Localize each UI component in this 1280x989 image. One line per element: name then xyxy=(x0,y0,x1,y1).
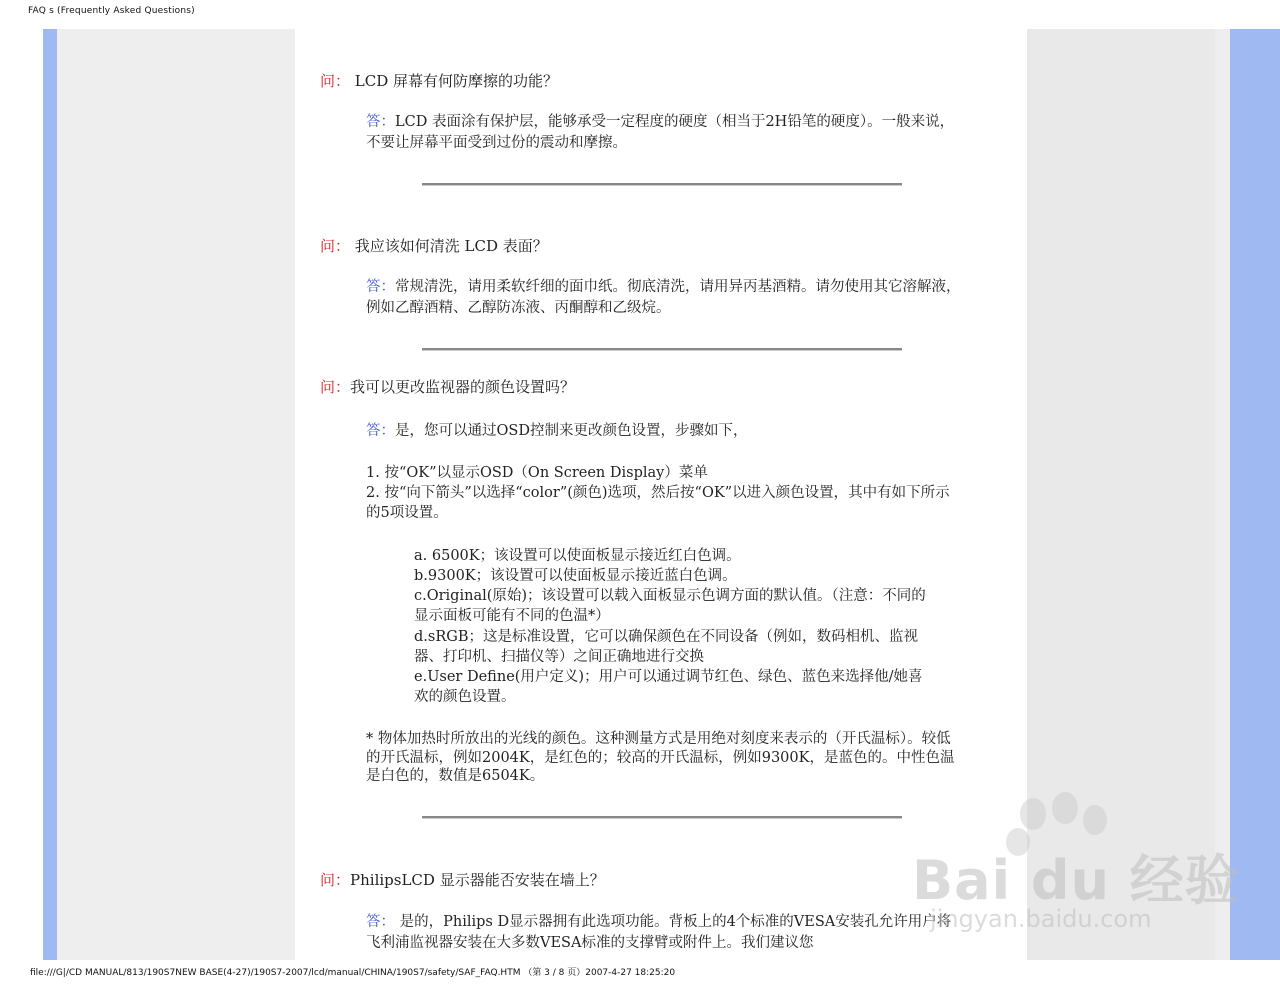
question-1 xyxy=(320,70,558,91)
answer-text: LCD 表面涂有保护层，能够承受一定程度的硬度（相当于2H铅笔的硬度）。一般来说，不要让屏幕平面受到过份的震动和摩擦。 xyxy=(366,114,955,151)
answer-2 xyxy=(366,277,961,318)
answer-label: 答： xyxy=(366,914,395,930)
question-text: LCD 屏幕有何防摩擦的功能？ xyxy=(350,72,559,90)
page-header: FAQ s (Frequently Asked Questions) xyxy=(28,6,195,16)
question-text: PhilipsLCD 显示器能否安装在墙上？ xyxy=(350,871,605,889)
answer-text: 是的，Philips D显示器拥有此选项功能。背板上的4个标准的VESA安装孔允许用户将飞利浦监视器安装在大多数VESA标准的支撑臂或附件上。我们建议您 xyxy=(366,914,952,951)
answer-3 xyxy=(366,421,961,442)
page-footer: file:///G|/CD MANUAL/813/190S7NEW BASE(4-27)/190S7-2007/lcd/manual/CHINA/190S7/safety/SAF_FAQ.HTM （第 3 / 8 页）2007-4-27 18:25:20 xyxy=(30,968,676,978)
option-d: d.sRGB；这是标准设置，它可以确保颜色在不同设备（例如，数码相机、监视器、打印机、扫描仪等）之间正确地进行交换 xyxy=(414,629,918,666)
answer-label: 答： xyxy=(366,279,395,295)
watermark-brand: Bai du 经验 xyxy=(912,849,1240,912)
question-2 xyxy=(320,235,548,256)
step-2: 2. 按“向下箭头”以选择“color”(颜色)选项，然后按“OK”以进入颜色设置，其中有如下所示的5项设置。 xyxy=(366,485,950,522)
watermark-paw-toe xyxy=(1020,798,1046,830)
option-b: b.9300K；该设置可以使面板显示接近蓝白色调。 xyxy=(414,568,737,584)
question-text: 我可以更改监视器的颜色设置吗？ xyxy=(350,378,576,396)
question-3 xyxy=(320,376,575,397)
option-a: a. 6500K；该设置可以使面板显示接近红白色调。 xyxy=(414,548,741,564)
question-label: 问： xyxy=(320,72,351,90)
right-blue-margin xyxy=(1230,29,1280,960)
option-c: c.Original(原始)；该设置可以载入面板显示色调方面的默认值。（注意：不同的显示面板可能有不同的色温*） xyxy=(414,588,926,625)
answer-label: 答： xyxy=(366,114,395,130)
answer-1 xyxy=(366,112,961,153)
left-blue-margin xyxy=(43,29,57,960)
step-1: 1. 按“OK”以显示OSD（On Screen Display）菜单 xyxy=(366,465,708,481)
divider-3 xyxy=(422,816,902,819)
right-light-margin xyxy=(1215,29,1230,960)
left-gray-margin xyxy=(57,29,295,960)
divider-2 xyxy=(422,348,902,351)
question-text: 我应该如何清洗 LCD 表面？ xyxy=(350,237,548,255)
divider-1 xyxy=(422,183,902,186)
right-gray-margin xyxy=(1027,29,1215,960)
footnote: * 物体加热时所放出的光线的颜色。这种测量方式是用绝对刻度来表示的（开氏温标）。较低的开氏温标，例如2004K，是红色的；较高的开氏温标，例如9300K，是蓝色的。中性色温是白色的，数值是6504K。 xyxy=(366,731,955,784)
question-label: 问： xyxy=(320,237,351,255)
option-e: e.User Define(用户定义)；用户可以通过调节红色、绿色、蓝色来选择他/她喜欢的颜色设置。 xyxy=(414,669,923,706)
watermark-site: jingyan.baidu.com xyxy=(930,905,1152,933)
answer-label: 答： xyxy=(366,423,395,439)
watermark-paw-toe xyxy=(1083,805,1107,835)
question-label: 问： xyxy=(320,871,351,889)
question-label: 问： xyxy=(320,378,351,396)
answer-4 xyxy=(366,912,961,953)
question-4 xyxy=(320,869,605,890)
answer-text: 常规清洗，请用柔软纤细的面巾纸。彻底清洗，请用异丙基酒精。请勿使用其它溶解液，例如乙醇酒精、乙醇防冻液、丙酮醇和乙级烷。 xyxy=(366,279,961,316)
answer-text: 是，您可以通过OSD控制来更改颜色设置，步骤如下， xyxy=(395,423,748,439)
watermark-paw-toe xyxy=(1052,792,1078,824)
